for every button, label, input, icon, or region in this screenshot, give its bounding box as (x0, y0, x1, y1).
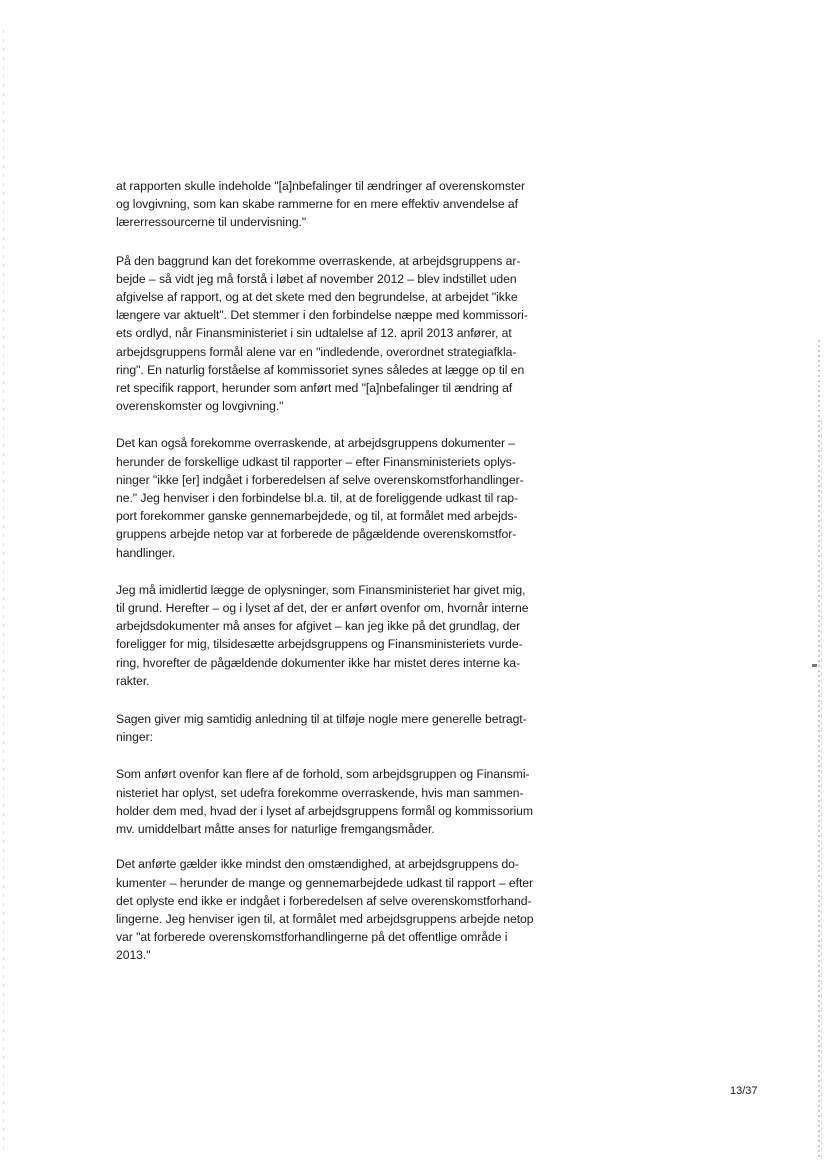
text-line: Det anførte gælder ikke mindst den omstændighed, at arbejdsgruppens do- (116, 857, 519, 872)
paragraph (116, 855, 586, 964)
text-line: På den baggrund kan det forekomme overraskende, at arbejdsgruppens ar- (116, 253, 521, 268)
text-line: at rapporten skulle indeholde "[a]nbefalinger til ændringer af overenskomster (116, 179, 525, 193)
text-line: lærerressourcerne til undervisning." (116, 215, 307, 230)
text-line: ets ordlyd, når Finansministeriet i sin udtalelse af 12. april 2013 anfører, at (116, 326, 512, 341)
body-text (116, 177, 586, 965)
text-line: ne." Jeg henviser i den forbindelse bl.a. til, at de foreliggende udkast til rap- (116, 491, 519, 506)
paragraph (116, 177, 586, 232)
text-line: mv. umiddelbart måtte anses for naturlige fremgangsmåder. (116, 822, 435, 837)
text-line: 2013." (116, 948, 151, 963)
text-line: foreligger for mig, tilsidesætte arbejdsgruppens og Finansministeriets vurde- (116, 637, 523, 652)
text-line: ring, hvorefter de pågældende dokumenter ikke har mistet deres interne ka- (116, 655, 521, 670)
text-line: gruppens arbejde netop var at forberede de pågældende overenskomstfor- (116, 527, 517, 542)
paragraph (116, 434, 586, 561)
text-line: det oplyste end ikke er indgået i forberedelsen af selve overenskomstforhand- (116, 893, 532, 908)
text-line: til grund. Herefter – og i lyset af det, der er anført ovenfor om, hvornår interne (116, 601, 529, 616)
page-number: 13/37 (730, 1085, 758, 1097)
scan-edge-right-inner (821, 420, 822, 1160)
text-line: Det kan også forekomme overraskende, at arbejdsgruppens dokumenter – (116, 436, 516, 451)
text-line: afgivelse af rapport, og at det skete med den begrundelse, at arbejdet "ikke (116, 290, 518, 305)
scan-edge-left (3, 30, 4, 1150)
text-line: handlinger. (116, 545, 176, 560)
text-line: ret specifik rapport, herunder som anført med "[a]nbefalinger til ændring af (116, 381, 513, 396)
text-line: Sagen giver mig samtidig anledning til at tilføje nogle mere generelle betragt- (116, 712, 527, 727)
text-line: var "at forberede overenskomstforhandlingerne på det offentlige område i (116, 930, 508, 945)
text-line: arbejdsgruppens formål alene var en "indledende, overordnet strategiafkla- (116, 344, 517, 359)
text-line: lingerne. Jeg henviser igen til, at formålet med arbejdsgruppens arbejde netop (116, 911, 534, 926)
text-line: nisteriet har oplyst, set udefra forekomme overraskende, hvis man sammen- (116, 785, 524, 800)
text-line: arbejdsdokumenter må anses for afgivet – kan jeg ikke på det grundlag, der (116, 619, 521, 634)
paragraph (116, 581, 586, 690)
text-line: Jeg må imidlertid lægge de oplysninger, som Finansministeriet har givet mig, (116, 582, 526, 597)
paragraph (116, 765, 586, 838)
text-line: herunder de forskellige udkast til rapporter – efter Finansministeriets oplys- (116, 454, 516, 469)
text-line: rakter. (116, 673, 150, 688)
text-line: port forekommer ganske gennemarbejdede, og til, at formålet med arbejds- (116, 509, 518, 524)
text-line: bejde – så vidt jeg må forstå i løbet af november 2012 – blev indstillet uden (116, 271, 517, 286)
text-line: Som anført ovenfor kan flere af de forhold, som arbejdsgruppen og Finansmi- (116, 767, 530, 782)
text-line: og lovgivning, som kan skabe rammerne for en mere effektiv anvendelse af (116, 197, 518, 212)
scan-edge-mark (812, 664, 817, 667)
text-line: ring". En naturlig forståelse af kommissoriet synes således at lægge op til en (116, 362, 525, 377)
text-line: overenskomster og lovgivning." (116, 399, 284, 414)
text-line: kumenter – herunder de mange og gennemarbejdede udkast til rapport – efter (116, 875, 534, 890)
scan-edge-right (818, 340, 820, 1160)
text-line: ninger "ikke [er] indgået i forberedelsen af selve overenskomstforhandlinger- (116, 472, 524, 487)
text-line: ninger: (116, 730, 153, 745)
paragraph (116, 252, 586, 416)
paragraph (116, 710, 586, 746)
text-line: holder dem med, hvad der i lyset af arbejdsgruppens formål og kommissorium (116, 803, 533, 818)
text-line: længere var aktuelt". Det stemmer i den forbindelse næppe med kommissori- (116, 308, 528, 323)
